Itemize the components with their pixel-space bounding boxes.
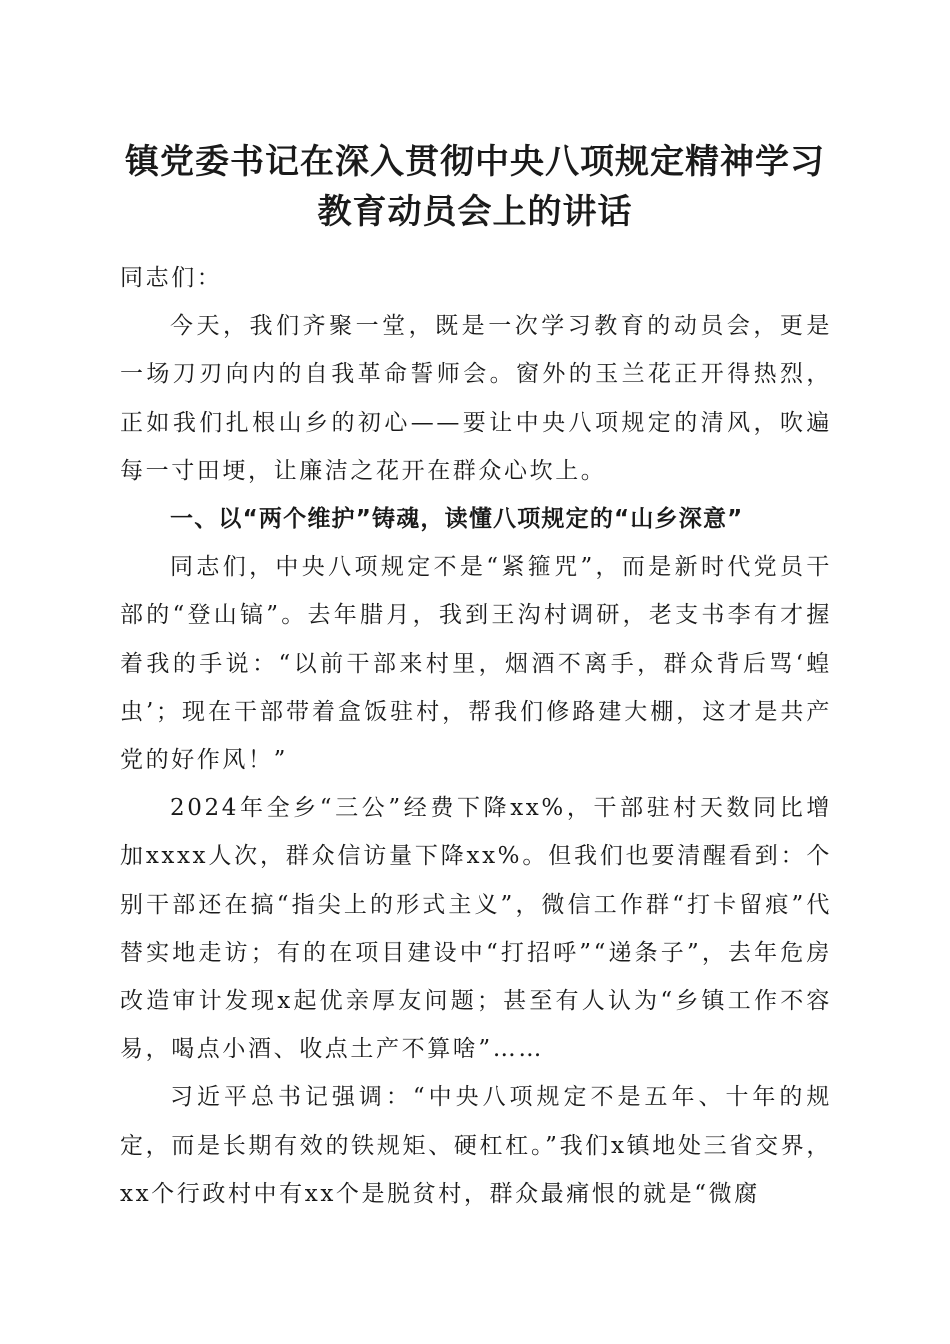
section-heading-1: 一、以“两个维护”铸魂，读懂八项规定的“山乡深意” bbox=[170, 506, 744, 533]
salutation: 同志们： bbox=[120, 265, 223, 291]
document-title-line-2: 教育动员会上的讲话 bbox=[317, 192, 633, 232]
paragraph-opening: 今天，我们齐聚一堂，既是一次学习教育的动员会，更是一场刀刃向内的自我革命誓师会。窗外的玉兰花正开得热烈，正如我们扎根山乡的初心——要让中央八项规定的清风，吹遍每一寸田埂，让廉洁之花开在群众心坎上。 bbox=[120, 313, 832, 484]
paragraph-quote: 习近平总书记强调：“中央八项规定不是五年、十年的规定，而是长期有效的铁规矩、硬杠杠。”我们x镇地处三省交界，xx个行政村中有xx个是脱贫村，群众最痛恨的就是“微腐 bbox=[120, 1084, 832, 1207]
paragraph-anecdote: 同志们，中央八项规定不是“紧箍咒”，而是新时代党员干部的“登山镐”。去年腊月，我到王沟村调研，老支书李有才握着我的手说：“以前干部来村里，烟酒不离手，群众背后骂‘蝗虫’；现在干部带着盒饭驻村，帮我们修路建大棚，这才是共产党的好作风！” bbox=[120, 554, 832, 774]
document-title-line-1: 镇党委书记在深入贯彻中央八项规定精神学习 bbox=[125, 142, 825, 182]
paragraph-statistics: 2024年全乡“三公”经费下降xx%，干部驻村天数同比增加xxxx人次，群众信访量下降xx%。但我们也要清醒看到：个别干部还在搞“指尖上的形式主义”，微信工作群“打卡留痕”代替实地走访；有的在项目建设中“打招呼”“递条子”，去年危房改造审计发现x起优亲厚友问题；甚至有人认为“乡镇工作不容易，喝点小酒、收点土产不算啥”…… bbox=[120, 795, 832, 1063]
document-body bbox=[120, 254, 832, 1218]
